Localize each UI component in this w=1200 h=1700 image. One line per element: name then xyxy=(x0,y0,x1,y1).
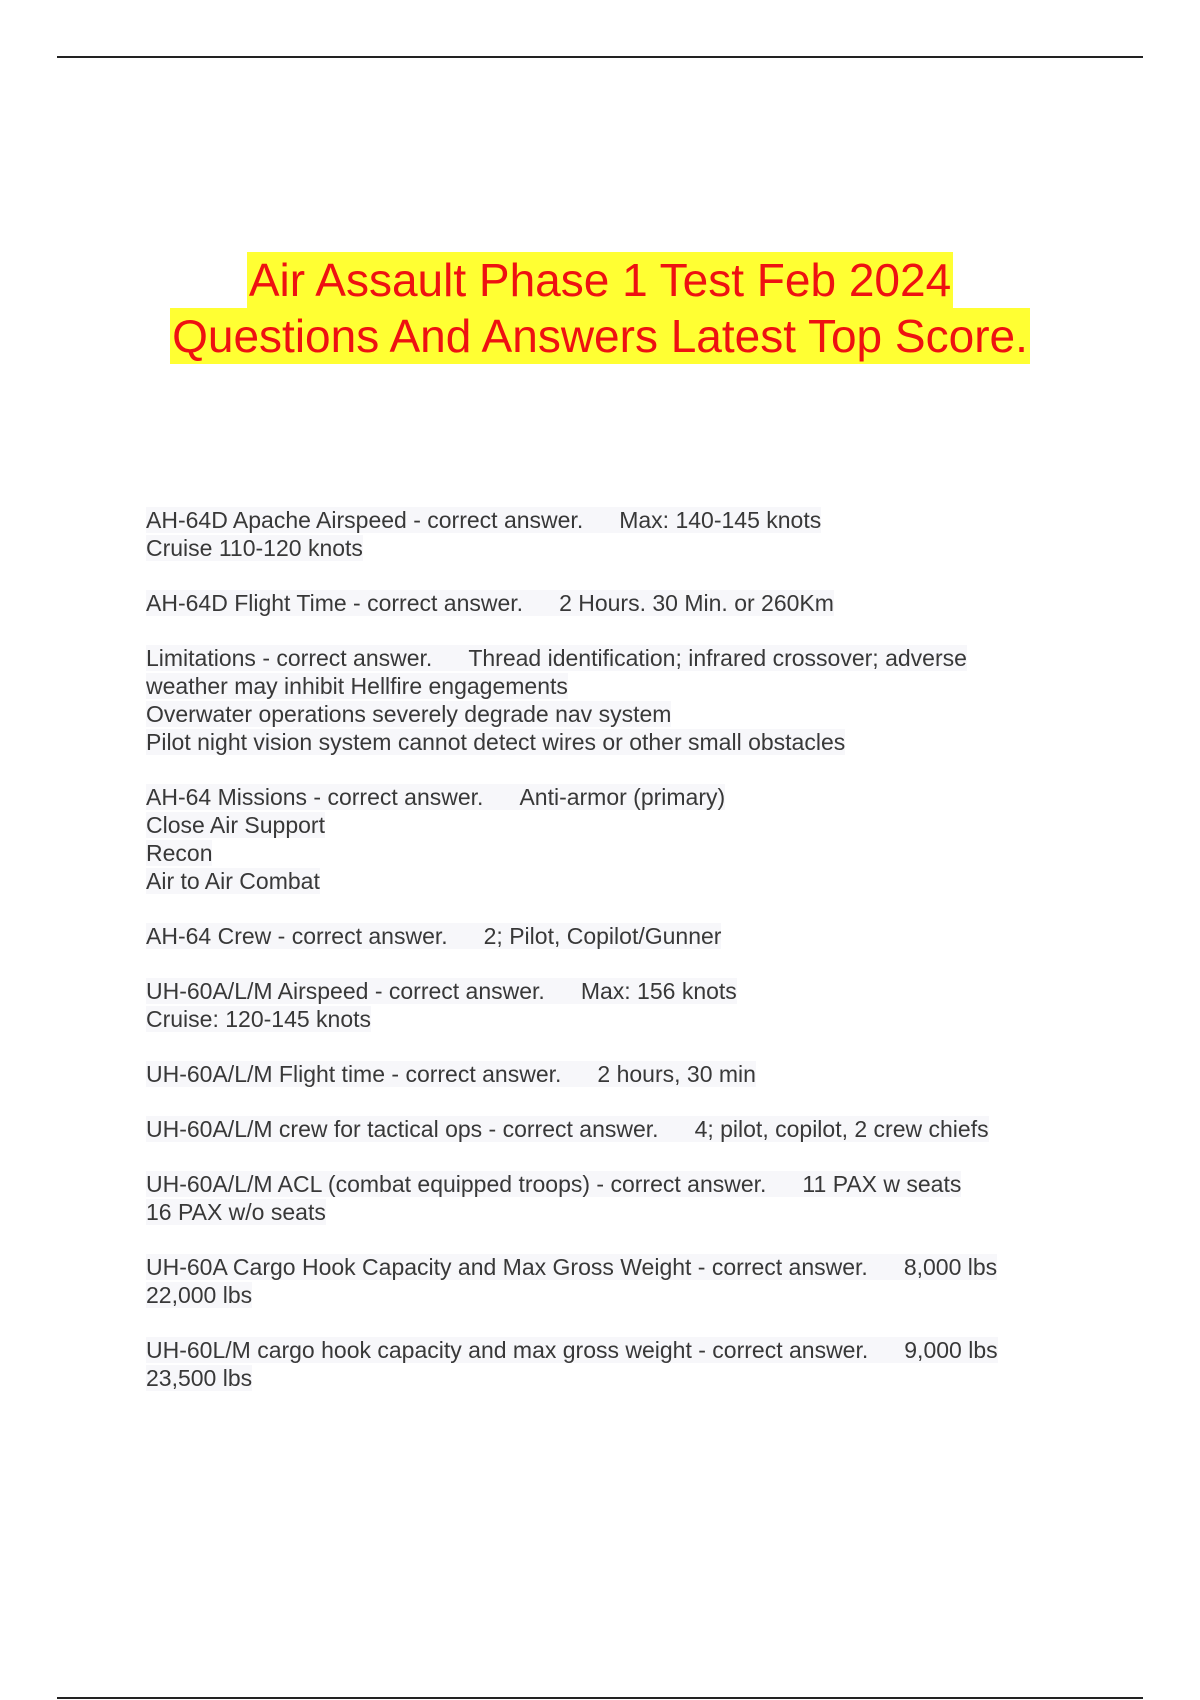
qa-item xyxy=(146,783,1146,895)
qa-first-line xyxy=(146,1253,1146,1281)
top-rule xyxy=(57,56,1143,58)
qa-answer: Thread identification; infrared crossover; adverse xyxy=(468,645,967,671)
qa-first-line-highlight xyxy=(146,1061,756,1087)
qa-first-line xyxy=(146,644,1146,672)
qa-answer-continuation xyxy=(146,1005,1146,1033)
qa-question: Limitations - correct answer. xyxy=(146,645,433,671)
qa-answer-continuation-text: weather may inhibit Hellfire engagements xyxy=(146,673,568,699)
qa-answer-continuation-text: Close Air Support xyxy=(146,812,325,838)
qa-first-line xyxy=(146,783,1146,811)
qa-answer-continuation xyxy=(146,811,1146,839)
qa-first-line-highlight xyxy=(146,1337,998,1363)
qa-answer: 8,000 lbs xyxy=(903,1254,998,1280)
qa-question: UH-60A/L/M crew for tactical ops - correct answer. xyxy=(146,1116,659,1142)
qa-answer: 2 Hours. 30 Min. or 260Km xyxy=(559,590,834,616)
qa-item xyxy=(146,922,1146,950)
qa-answer: 9,000 lbs xyxy=(904,1337,998,1363)
qa-question: UH-60A Cargo Hook Capacity and Max Gross Weight - correct answer. xyxy=(146,1254,868,1280)
qa-answer-continuation xyxy=(146,672,1146,700)
document-title xyxy=(0,252,1200,364)
qa-answer: 4; pilot, copilot, 2 crew chiefs xyxy=(694,1116,989,1142)
qa-item xyxy=(146,1115,1146,1143)
qa-first-line xyxy=(146,1115,1146,1143)
qa-list xyxy=(146,506,1146,1419)
title-line-2: Questions And Answers Latest Top Score. xyxy=(172,310,1028,362)
qa-first-line xyxy=(146,506,1146,534)
qa-first-line xyxy=(146,1336,1146,1364)
qa-first-line-highlight xyxy=(146,1171,961,1197)
qa-answer: Max: 156 knots xyxy=(580,978,737,1004)
qa-answer-continuation-text: Air to Air Combat xyxy=(146,868,320,894)
qa-answer-continuation xyxy=(146,839,1146,867)
qa-answer-continuation-text: 23,500 lbs xyxy=(146,1365,253,1391)
qa-item xyxy=(146,589,1146,617)
qa-answer-continuation-text: 22,000 lbs xyxy=(146,1282,253,1308)
qa-answer: Anti-armor (primary) xyxy=(519,784,726,810)
qa-answer-continuation xyxy=(146,867,1146,895)
qa-answer-continuation-text: 16 PAX w/o seats xyxy=(146,1199,326,1225)
qa-answer: 2 hours, 30 min xyxy=(597,1061,756,1087)
qa-item xyxy=(146,1170,1146,1226)
qa-first-line xyxy=(146,1060,1146,1088)
qa-answer: 11 PAX w seats xyxy=(802,1171,962,1197)
qa-answer-continuation xyxy=(146,1364,1146,1392)
qa-item xyxy=(146,977,1146,1033)
qa-item xyxy=(146,644,1146,756)
qa-question: AH-64D Apache Airspeed - correct answer. xyxy=(146,507,584,533)
qa-question: AH-64 Crew - correct answer. xyxy=(146,923,448,949)
qa-question: UH-60L/M cargo hook capacity and max gross weight - correct answer. xyxy=(146,1337,869,1363)
qa-first-line-highlight xyxy=(146,923,721,949)
qa-first-line xyxy=(146,977,1146,1005)
qa-question: UH-60A/L/M Flight time - correct answer. xyxy=(146,1061,562,1087)
qa-question: UH-60A/L/M Airspeed - correct answer. xyxy=(146,978,545,1004)
qa-question: AH-64 Missions - correct answer. xyxy=(146,784,484,810)
qa-question: AH-64D Flight Time - correct answer. xyxy=(146,590,524,616)
qa-answer-continuation-text: Cruise: 120-145 knots xyxy=(146,1006,372,1032)
qa-answer-continuation xyxy=(146,1281,1146,1309)
qa-answer: 2; Pilot, Copilot/Gunner xyxy=(483,923,722,949)
qa-answer-continuation-text: Pilot night vision system cannot detect wires or other small obstacles xyxy=(146,729,846,755)
qa-item xyxy=(146,1060,1146,1088)
qa-answer-continuation-text: Recon xyxy=(146,840,213,866)
qa-first-line xyxy=(146,1170,1146,1198)
qa-first-line-highlight xyxy=(146,978,737,1004)
title-line-1: Air Assault Phase 1 Test Feb 2024 xyxy=(248,254,952,306)
qa-first-line xyxy=(146,922,1146,950)
qa-first-line-highlight xyxy=(146,590,834,616)
qa-item xyxy=(146,506,1146,562)
qa-first-line-highlight xyxy=(146,1116,989,1142)
qa-answer-continuation xyxy=(146,1198,1146,1226)
qa-answer-continuation xyxy=(146,700,1146,728)
qa-question: UH-60A/L/M ACL (combat equipped troops) - correct answer. xyxy=(146,1171,767,1197)
qa-first-line xyxy=(146,589,1146,617)
qa-answer-continuation-text: Overwater operations severely degrade nav system xyxy=(146,701,672,727)
qa-answer-continuation xyxy=(146,728,1146,756)
bottom-rule xyxy=(57,1697,1143,1699)
qa-item xyxy=(146,1253,1146,1309)
qa-first-line-highlight xyxy=(146,1254,997,1280)
qa-first-line-highlight xyxy=(146,784,725,810)
qa-item xyxy=(146,1336,1146,1392)
qa-answer: Max: 140-145 knots xyxy=(619,507,822,533)
qa-answer-continuation xyxy=(146,534,1146,562)
qa-first-line-highlight xyxy=(146,645,967,671)
qa-first-line-highlight xyxy=(146,507,821,533)
qa-answer-continuation-text: Cruise 110-120 knots xyxy=(146,535,363,561)
